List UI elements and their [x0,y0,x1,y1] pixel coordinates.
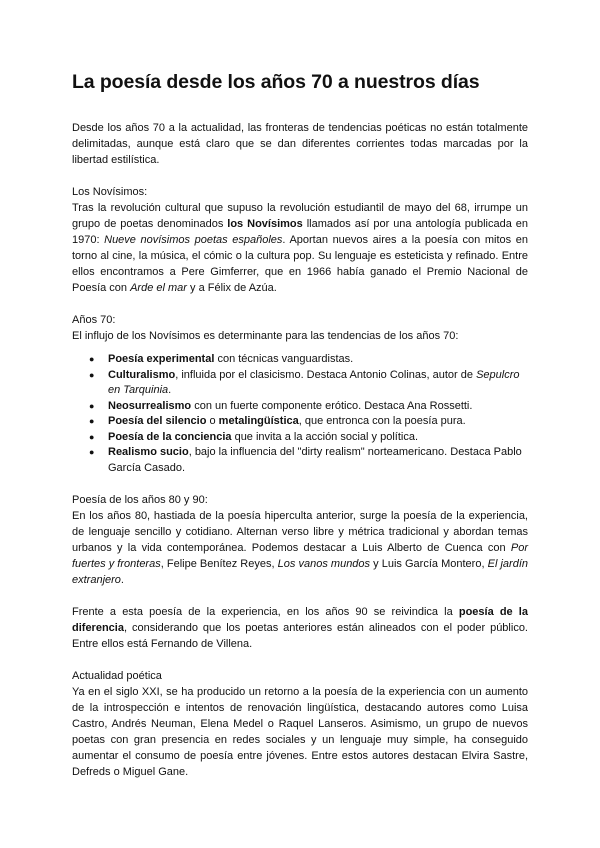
actualidad-paragraph: Ya en el siglo XXI, se ha producido un retorno a la poesía de la experiencia con un aumento de la introspección e intentos de renovación lingüística, destacando autores como Luisa Castro, Andrés Neuman, Elena Medel o Raquel Lanseros. Asimismo, un grupo de nuevos poetas con gran presencia en redes sociales y un lenguaje muy simple, ha conseguido aumentar el consumo de poesía entre jóvenes. Entre estos autores destacan Elvira Sastre, Defreds o Miguel Gane. [72,686,528,778]
list-item: ● Poesía del silencio o metalingüística, que entronca con la poesía pura. [72,414,528,430]
bullet-icon: ● [89,447,95,457]
list-item: ● Culturalismo, influida por el clasicismo. Destaca Antonio Colinas, autor de Sepulcro en Tarquinia. [89,368,520,396]
list-item: ● Neosurrealismo con un fuerte componente erótico. Destaca Ana Rossetti. [72,399,528,415]
page-title: La poesía desde los años 70 a nuestros días [72,71,480,93]
anos70-heading: Años 70: [72,314,116,326]
novisimos-heading: Los Novísimos: [72,186,148,198]
diferencia-paragraph: Frente a esta poesía de la experiencia, en los años 90 se reivindica la poesía de la diferencia, considerando que los poetas anteriores están alineados con el poder público. Entre ellos está Fernando de Villena. [72,606,528,650]
bullet-icon: ● [89,416,95,426]
document-page [72,70,528,780]
anos80-paragraph: En los años 80, hastiada de la poesía hiperculta anterior, surge la poesía de la experiencia, de lenguaje sencillo y cotidiano. Alternan verso libre y métrica tradicional y abordan temas urbanos y la vida contemporánea. Podemos destacar a Luis Alberto de Cuenca con Por fuertes y fronteras, Felipe Benítez Reyes, Los vanos mundos y Luis García Montero, El jardín extranjero. [72,510,528,586]
novisimos-paragraph: Tras la revolución cultural que supuso la revolución estudiantil de mayo del 68, irrumpe un grupo de poetas denominados los Novísimos llamados así por una antología publicada en 1970: Nueve novísimos poetas españoles. Aportan nuevos aires a la poesía con mitos en torno al cine, la música, el cómic o la cultura pop. Su lenguaje es esteticista y refinado. Entre ellos encontramos a Pere Gimferrer, que en 1966 había ganado el Premio Nacional de Poesía con Arde el mar y a Félix de Azúa. [72,202,529,294]
list-item: ● Poesía de la conciencia que invita a la acción social y política. [72,430,528,446]
anos80-heading: Poesía de los años 80 y 90: [72,494,208,506]
anos70-intro: El influjo de los Novísimos es determinante para las tendencias de los años 70: [72,330,459,342]
list-item: ● Realismo sucio, bajo la influencia del "dirty realism" norteamericano. Destaca Pablo García Casado. [89,446,522,474]
trends-list [72,352,528,476]
intro-paragraph: Desde los años 70 a la actualidad, las fronteras de tendencias poéticas no están totalmente delimitadas, aunque está claro que se dan diferentes corrientes todas marcadas por la libertad estilística. [72,122,528,166]
actualidad-heading: Actualidad poética [72,670,162,682]
bullet-icon: ● [89,431,95,442]
list-item: ● Poesía experimental con técnicas vanguardistas. [72,352,528,368]
bullet-icon: ● [89,400,95,411]
bullet-icon: ● [89,354,95,364]
bullet-icon: ● [89,369,95,380]
